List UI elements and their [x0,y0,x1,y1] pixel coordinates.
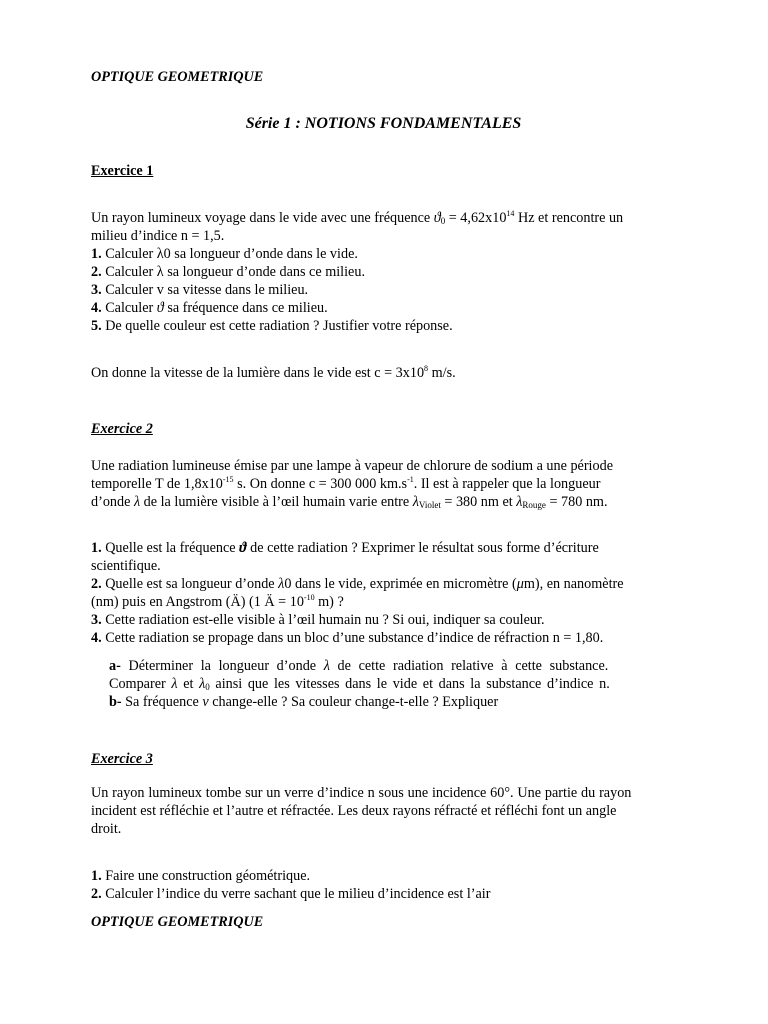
exercise-1-heading: Exercice 1 [91,163,154,179]
exercise-2-intro [91,457,676,511]
ex2-question-3: 3. Cette radiation est-elle visible à l’œil humain nu ? Si oui, indiquer sa couleur. [91,612,545,628]
ex1-question-2: 2. Calculer λ sa longueur d’onde dans ce milieu. [91,264,365,280]
ex1-question-3: 3. Calculer v sa vitesse dans le milieu. [91,282,309,298]
ex1-question-5: 5. De quelle couleur est cette radiation ? Justifier votre réponse. [91,318,453,334]
ex3-intro-line3: droit. [91,821,122,837]
ex3-question-2: 2. Calculer l’indice du verre sachant que le milieu d’incidence est l’air [91,886,491,902]
ex2-subquestion-a-line2: Comparer λ et $\lambda_0$ ainsi que les vitesses dans le vide et dans la substance d’indice n. [109,676,610,692]
ex2-question-2-cont: (nm) puis en Angstrom (Ä) (1 Ä = $10^{-10}$ m) ? [91,593,344,610]
ex2-intro-line1: Une radiation lumineuse émise par une lampe à vapeur de chlorure de sodium a une période [91,458,613,474]
ex3-question-1: 1. Faire une construction géométrique. [91,868,311,884]
ex3-intro-line2: incident est réfléchie et l’autre et réfractée. Les deux rayons réfracté et réfléchi font un angle [91,803,617,819]
exercise-1-body [91,209,676,335]
ex2-intro-line3: d’onde λ de la lumière visible à l’œil humain varie entre $\lambda_{Violet} = 380$ nm et $\lambda_{Rouge} = 780$ nm. [91,494,608,510]
ex2-question-1-cont: scientifique. [91,558,161,574]
exercise-3-intro [91,784,676,838]
ex1-question-1: 1. Calculer λ0 sa longueur d’onde dans le vide. [91,246,358,262]
ex2-question-2: 2. Quelle est sa longueur d’onde λ0 dans le vide, exprimée en micromètre (μm), en nanomètre [91,576,624,592]
ex2-question-1: 1. Quelle est la fréquence ϑ de cette radiation ? Exprimer le résultat sous forme d’écriture [91,540,599,556]
ex2-intro-line2: temporelle T de $1,8x10^{-15}$ s. On donne c = 300 000 $km.s^{-1}$. Il est à rappeler que la longueur [91,475,601,492]
ex2-question-4: 4. Cette radiation se propage dans un bloc d’une substance d’indice de réfraction n = 1,80. [91,630,604,646]
ex1-question-4: 4. Calculer ϑ sa fréquence dans ce milieu. [91,300,328,316]
ex2-subquestion-b: b- Sa fréquence ν change-elle ? Sa couleur change-t-elle ? Expliquer [109,694,499,710]
ex1-intro-line1: Un rayon lumineux voyage dans le vide avec une fréquence $ϑ_0 = 4,62x10^{14}$ Hz et rencontre un [91,209,624,226]
ex2-subquestion-a-line1: a- Déterminer la longueur d’onde λ de cette radiation relative à cette substance. [109,658,609,674]
page-footer-header: OPTIQUE GEOMETRIQUE [91,914,264,930]
ex3-intro-line1: Un rayon lumineux tombe sur un verre d’indice n sous une incidence 60°. Une partie du rayon [91,785,632,801]
ex1-intro-line2: milieu d’indice n = 1,5. [91,228,225,244]
ex2-subquestions [109,657,676,711]
exercise-2-heading: Exercice 2 [91,421,153,437]
exercise-2-questions [91,539,676,647]
page-title: Série 1 : NOTIONS FONDAMENTALES [245,115,522,132]
exercise-3-questions [91,867,676,903]
exercise-3-heading: Exercice 3 [91,751,153,767]
ex1-note: On donne la vitesse de la lumière dans le vide est $c = 3x10^8$ m/s. [91,364,456,381]
page-header: OPTIQUE GEOMETRIQUE [91,69,264,85]
